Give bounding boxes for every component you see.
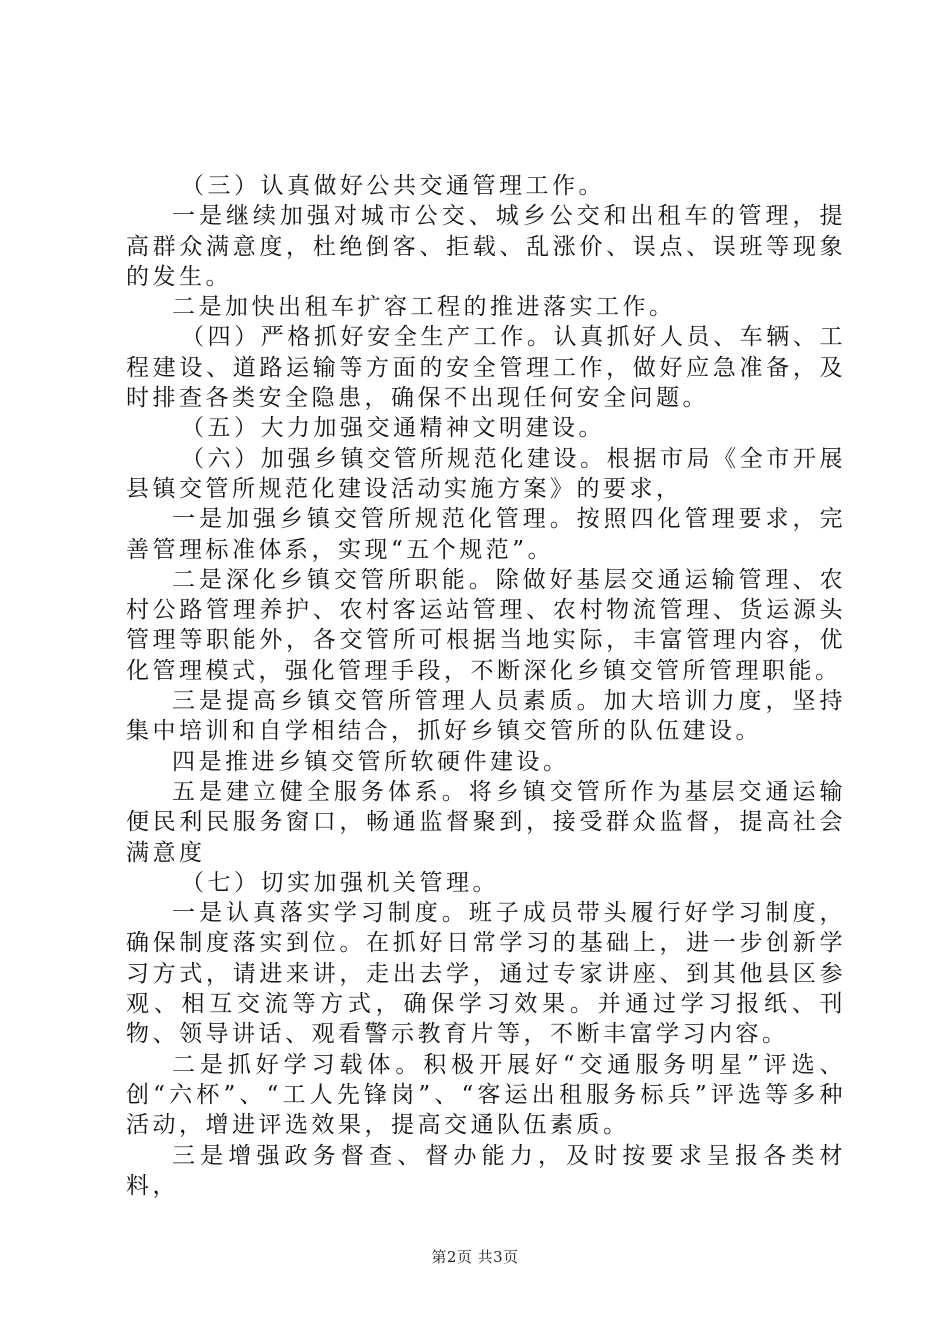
page-footer: [0, 1247, 950, 1267]
paragraph: 二是抓好学习载体。积极开展好“交通服务明星”评选、创“六杯”、“工人先锋岗”、“客运出租服务标兵”评选等多种活动，增进评选效果，提高交通队伍素质。: [126, 1051, 846, 1139]
paragraph: 三是增强政务督查、督办能力，及时按要求呈报各类材料，: [126, 1142, 846, 1199]
paragraph: 一是认真落实学习制度。班子成员带头履行好学习制度，确保制度落实到位。在抓好日常学习的基础上，进一步创新学习方式，请进来讲，走出去学，通过专家讲座、到其他县区参观、相互交流等方式，确保学习效果。并通过学习报纸、刊物、领导讲话、观看警示教育片等，不断丰富学习内容。: [126, 900, 846, 1048]
page-number: 第2页 共3页: [431, 1248, 519, 1266]
section-heading-4: （四）严格抓好安全生产工作。认真抓好人员、车辆、工程建设、道路运输等方面的安全管理工作，做好应急准备，及时排查各类安全隐患，确保不出现任何安全问题。: [126, 324, 846, 412]
section-heading-5: （五）大力加强交通精神文明建设。: [181, 415, 605, 442]
paragraph: 一是加强乡镇交管所规范化管理。按照四化管理要求，完善管理标准体系，实现“五个规范”。: [126, 506, 846, 563]
paragraph: 一是继续加强对城市公交、城乡公交和出租车的管理，提高群众满意度，杜绝倒客、拒载、乱涨价、误点、误班等现象的发生。: [126, 203, 846, 290]
section-heading-6: （六）加强乡镇交管所规范化建设。根据市局《全市开展县镇交管所规范化建设活动实施方案》的要求，: [126, 445, 846, 502]
paragraph: 二是深化乡镇交管所职能。除做好基层交通运输管理、农村公路管理养护、农村客运站管理、农村物流管理、货运源头管理等职能外，各交管所可根据当地实际，丰富管理内容，优化管理模式，强化管理手段，不断深化乡镇交管所管理职能。: [126, 566, 846, 684]
section-heading-7: （七）切实加强机关管理。: [181, 869, 499, 896]
paragraph: 四是推进乡镇交管所软硬件建设。: [172, 748, 570, 775]
paragraph: 三是提高乡镇交管所管理人员素质。加大培训力度，坚持集中培训和自学相结合，抓好乡镇交管所的队伍建设。: [126, 688, 846, 745]
section-heading-3: （三）认真做好公共交通管理工作。: [181, 173, 605, 199]
paragraph: 五是建立健全服务体系。将乡镇交管所作为基层交通运输便民利民服务窗口，畅通监督聚到，接受群众监督，提高社会满意度: [126, 778, 846, 866]
document-body: [126, 171, 846, 1201]
paragraph: 二是加快出租车扩容工程的推进落实工作。: [172, 294, 676, 321]
